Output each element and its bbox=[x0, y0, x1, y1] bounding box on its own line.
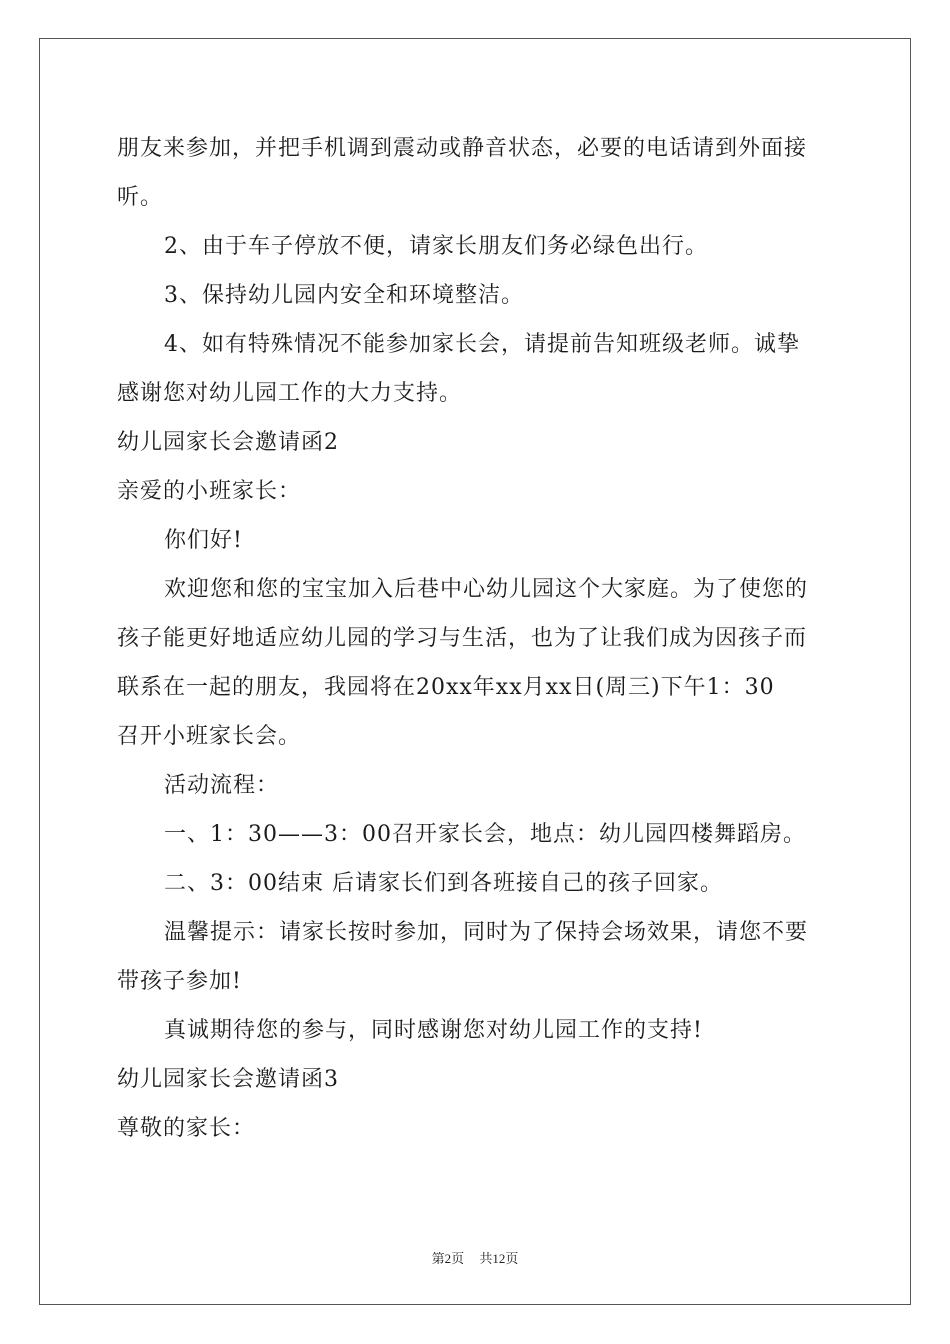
paragraph-line: 朋友来参加，并把手机调到震动或静音状态，必要的电话请到外面接 bbox=[117, 136, 808, 161]
agenda-item-1: 一、1：30——3：00召开家长会，地点：幼儿园四楼舞蹈房。 bbox=[164, 822, 806, 847]
agenda-heading: 活动流程： bbox=[164, 773, 280, 798]
list-item-3: 3、保持幼儿园内安全和环境整洁。 bbox=[164, 283, 524, 308]
paragraph-line: 召开小班家长会。 bbox=[117, 724, 302, 749]
list-item-4: 4、如有特殊情况不能参加家长会，请提前告知班级老师。诚挚 bbox=[164, 332, 800, 357]
section-title-3: 幼儿园家长会邀请函3 bbox=[117, 1067, 339, 1092]
paragraph-line: 孩子能更好地适应幼儿园的学习与生活，也为了让我们成为因孩子而 bbox=[117, 626, 808, 651]
closing-line: 真诚期待您的参与，同时感谢您对幼儿园工作的支持! bbox=[164, 1018, 703, 1043]
agenda-item-2: 二、3：00结束 后请家长们到各班接自己的孩子回家。 bbox=[164, 871, 723, 896]
paragraph-line: 感谢您对幼儿园工作的大力支持。 bbox=[117, 381, 463, 406]
salutation: 亲爱的小班家长： bbox=[117, 479, 302, 504]
salutation: 尊敬的家长： bbox=[117, 1116, 256, 1141]
reminder-line: 温馨提示：请家长按时参加，同时为了保持会场效果，请您不要 bbox=[164, 920, 809, 945]
document-body bbox=[117, 124, 837, 1153]
page-total: 共12页 bbox=[479, 1251, 519, 1266]
list-item-2: 2、由于车子停放不便，请家长朋友们务必绿色出行。 bbox=[164, 234, 708, 259]
paragraph-line: 联系在一起的朋友，我园将在20xx年xx月xx日(周三)下午1：30 bbox=[117, 675, 775, 700]
page-number: 第2页 bbox=[431, 1251, 465, 1266]
paragraph-line: 带孩子参加! bbox=[117, 969, 242, 994]
section-title-2: 幼儿园家长会邀请函2 bbox=[117, 430, 339, 455]
paragraph-line: 欢迎您和您的宝宝加入后巷中心幼儿园这个大家庭。为了使您的 bbox=[164, 577, 809, 602]
paragraph-line: 听。 bbox=[117, 185, 164, 210]
page-footer bbox=[0, 1248, 950, 1267]
greeting: 你们好! bbox=[164, 528, 243, 553]
